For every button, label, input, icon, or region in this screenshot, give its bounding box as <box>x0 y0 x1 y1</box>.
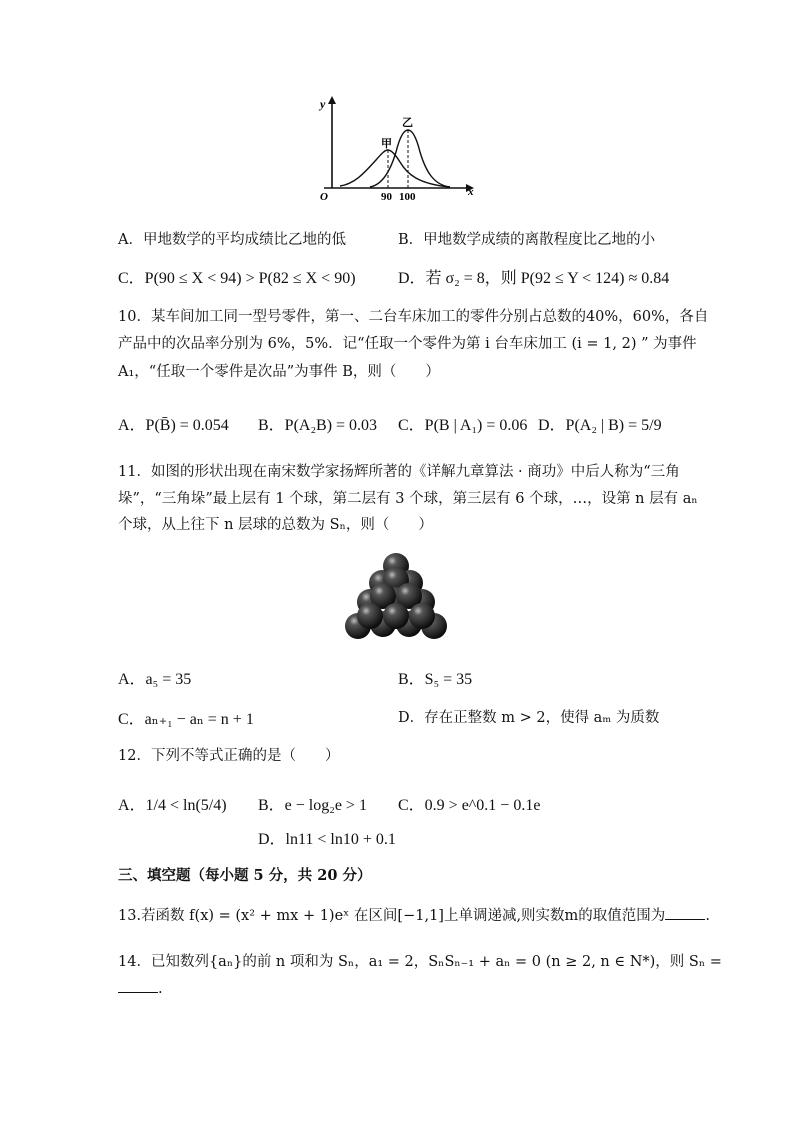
origin-label: O <box>320 191 328 203</box>
q14-answer-line <box>118 978 163 997</box>
q10-stem-line2: 产品中的次品率分别为 6%，5%．记“任取一个零件为第 i 台车床加工 (i = 1, 2) ” 为事件 <box>118 336 697 352</box>
tick-100: 100 <box>399 191 416 203</box>
q12-option-c: C．0.9 > e^0.1 − 0.1e <box>398 797 541 814</box>
q10-stem-line1: 10．某车间加工同一型号零件，第一、二台车床加工的零件分别占总数的40%，60%，各自 <box>118 309 709 325</box>
ball-group <box>345 553 447 639</box>
q11-stem-line1: 11．如图的形状出现在南宋数学家扬辉所著的《详解九章算法 · 商功》中后人称为“三角 <box>118 464 680 480</box>
q14-stem: 14．已知数列{aₙ}的前 n 项和为 Sₙ，a₁ = 2，SₙSₙ₋₁ + aₙ = 0 (n ≥ 2, n ∈ N*)，则 Sₙ = <box>118 954 722 970</box>
q10-stem-line3: A₁，“任取一个零件是次品”为事件 B，则（ ） <box>118 364 440 380</box>
triangular-ball-pile-image <box>340 548 452 648</box>
section-title: 三、填空题（每小题 5 分，共 20 分） <box>118 867 372 884</box>
q13-stem <box>118 904 710 925</box>
q13-answer-blank[interactable] <box>665 905 705 920</box>
q11-option-d: D．存在正整数 m > 2，使得 aₘ 为质数 <box>398 710 660 726</box>
q12-option-d: D．ln11 < ln10 + 0.1 <box>258 831 396 848</box>
normal-distribution-figure <box>310 92 480 204</box>
q9-option-a: A．甲地数学的平均成绩比乙地的低 <box>118 232 346 248</box>
q10-option-c: C．P(B | A₁) = 0.06 <box>398 417 528 434</box>
y-axis-label: y <box>320 97 326 111</box>
curve-yi-label: 乙 <box>402 117 413 129</box>
q9-option-b: B．甲地数学成绩的离散程度比乙地的小 <box>398 232 656 248</box>
q10-option-b: B．P(A₂B) = 0.03 <box>258 417 378 434</box>
q13-text: 13.若函数 f(x) = (x² + mx + 1)eˣ 在区间[−1,1]上单调递减,则实数m的取值范围为 <box>118 908 666 924</box>
y-axis-arrow <box>328 96 336 104</box>
q14-answer-blank[interactable] <box>118 978 158 993</box>
q9-option-c: C．P(90 ≤ X < 94) > P(82 ≤ X < 90) <box>118 270 356 287</box>
q10-option-d: D．P(A₂ | B) = 5/9 <box>538 417 662 434</box>
q12-option-b: B．e − log₂e > 1 <box>258 797 367 814</box>
tick-90: 90 <box>381 191 392 203</box>
q10-option-a: A．P(B̄) = 0.054 <box>118 417 229 434</box>
q11-option-a: A．a₅ = 35 <box>118 671 192 688</box>
q11-stem-line3: 个球，从上往下 n 层球的总数为 Sₙ，则（ ） <box>118 517 433 533</box>
q11-option-b: B．S₅ = 35 <box>398 671 473 688</box>
q11-option-c: C．aₙ₊₁ − aₙ = n + 1 <box>118 711 254 728</box>
q14-end: . <box>158 981 163 997</box>
x-axis-label: x <box>468 186 474 198</box>
q9-option-d: D．若 σ₂ = 8，则 P(92 ≤ Y < 124) ≈ 0.84 <box>398 270 670 287</box>
q11-stem-line2: 垛”，“三角垛”最上层有 1 个球，第二层有 3 个球，第三层有 6 个球，…，设第 n 层有 aₙ <box>118 491 698 507</box>
q12-stem: 12．下列不等式正确的是（ ） <box>118 748 340 764</box>
q13-end: . <box>705 908 710 924</box>
curve-jia-label: 甲 <box>381 138 392 150</box>
q12-option-a: A．1/4 < ln(5/4) <box>118 797 227 814</box>
